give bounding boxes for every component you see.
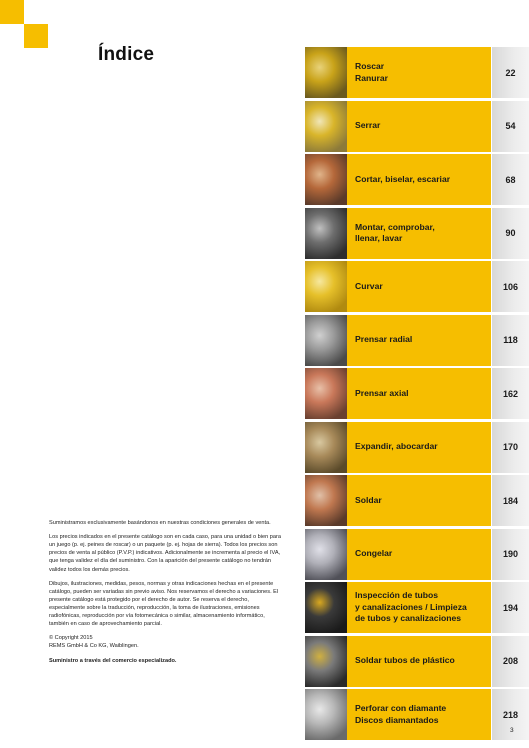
notes-footer: Suministro a través del comercio especializado. (49, 657, 177, 664)
page-title: Índice (98, 44, 155, 65)
toc-entry-label-box (347, 261, 491, 312)
toc-entry[interactable] (305, 582, 529, 633)
toc-entry[interactable] (305, 101, 529, 152)
toc-thumbnail-image (305, 529, 347, 580)
toc-thumbnail-image (305, 101, 347, 152)
toc-entry-page-number: 162 (502, 388, 519, 399)
toc-entry-page-number: 184 (502, 495, 519, 506)
toc-entry-label-box (347, 475, 491, 526)
toc-entry-label: Cortar, biselar, escariar (355, 173, 451, 184)
legal-notes (49, 519, 285, 671)
toc-thumbnail-image (305, 261, 347, 312)
table-of-contents (305, 47, 529, 743)
toc-entry[interactable] (305, 47, 529, 98)
toc-thumbnail-image (305, 368, 347, 419)
toc-entry-page-box (491, 261, 529, 312)
toc-entry-page-box (491, 315, 529, 366)
toc-entry-label: Soldar tubos de plástico (355, 655, 455, 666)
toc-entry-label: Curvar (355, 280, 383, 291)
toc-entry[interactable] (305, 315, 529, 366)
toc-entry-label: Roscar Ranurar (355, 61, 388, 83)
copyright-line-2: REMS GmbH & Co KG, Waiblingen. (49, 643, 139, 650)
toc-entry-label: Expandir, abocardar (355, 441, 438, 452)
toc-thumbnail-image (305, 422, 347, 473)
toc-entry-page-box (491, 208, 529, 259)
toc-entry-label: Congelar (355, 548, 393, 559)
toc-entry-label: Montar, comprobar, llenar, lavar (355, 221, 435, 243)
toc-entry-label: Prensar axial (355, 387, 409, 398)
toc-entry-page-box (491, 154, 529, 205)
toc-entry-page-box (491, 582, 529, 633)
toc-thumbnail-image (305, 154, 347, 205)
toc-thumbnail-image (305, 582, 347, 633)
toc-entry[interactable] (305, 422, 529, 473)
toc-entry-label: Serrar (355, 120, 381, 131)
toc-entry-page-number: 22 (505, 67, 516, 78)
toc-entry-label-box (347, 582, 491, 633)
toc-entry-label-box (347, 315, 491, 366)
toc-thumbnail-image (305, 47, 347, 98)
toc-entry-page-number: 106 (502, 281, 519, 292)
toc-entry[interactable] (305, 529, 529, 580)
toc-thumbnail-image (305, 689, 347, 740)
toc-entry-page-number: 190 (502, 549, 519, 559)
toc-entry-label: Soldar (355, 494, 382, 505)
toc-entry-page-box (491, 368, 529, 419)
toc-entry[interactable] (305, 208, 529, 259)
toc-entry-page-number: 208 (502, 656, 519, 666)
toc-entry-page-number: 68 (505, 174, 516, 185)
toc-entry[interactable] (305, 261, 529, 312)
toc-entry[interactable] (305, 475, 529, 526)
notes-conditions: Suministramos exclusivamente basándonos en nuestras condiciones generales de venta. (49, 520, 271, 526)
toc-thumbnail-image (305, 315, 347, 366)
toc-entry-page-box (491, 636, 529, 687)
page-number: 3 (510, 727, 514, 734)
toc-thumbnail-image (305, 636, 347, 687)
toc-entry-page-number: 54 (505, 121, 516, 131)
toc-entry[interactable] (305, 689, 529, 740)
notes-copyright-terms: Dibujos, ilustraciones, medidas, pesos, normas y otras indicaciones hechas en el presente catálogo, pueden ser variadas sin previo aviso. Nos reservamos el derecho a variaciones. El presente catálogo está protegido por el derecho de autor. Se reserva el derecho, especialmente sobre la traducción, reproducción, la toma de ilustraciones, emisiones radiofónicas, reproducción por vía fotomecánica o similar, almacenamiento informático, también en caso de aprovechamiento parcial. (49, 580, 279, 628)
toc-thumbnail-image (305, 208, 347, 259)
toc-entry-label-box (347, 529, 491, 580)
toc-entry-label: Perforar con diamante Discos diamantados (355, 703, 447, 725)
toc-entry-page-box (491, 529, 529, 580)
corner-logo-mark (0, 0, 48, 48)
toc-entry-label: Prensar radial (355, 334, 413, 345)
toc-entry-label-box (347, 422, 491, 473)
copyright-line-1: © Copyright 2015 (49, 635, 93, 642)
toc-entry-page-number: 170 (502, 442, 519, 452)
toc-entry-label-box (347, 101, 491, 152)
toc-entry-page-box (491, 475, 529, 526)
toc-entry-page-number: 194 (502, 602, 519, 613)
toc-entry-page-number: 218 (502, 709, 519, 720)
toc-entry-label-box (347, 689, 491, 740)
toc-entry-page-box (491, 422, 529, 473)
toc-entry[interactable] (305, 636, 529, 687)
toc-entry-label-box (347, 47, 491, 98)
toc-entry-page-number: 118 (503, 335, 518, 345)
toc-entry-label-box (347, 154, 491, 205)
toc-entry-label: Inspección de tubos y canalizaciones / Limpieza de tubos y canalizaciones (355, 590, 467, 624)
toc-thumbnail-image (305, 475, 347, 526)
toc-entry[interactable] (305, 368, 529, 419)
toc-entry-label-box (347, 368, 491, 419)
notes-prices: Los precios indicados en el presente catálogo son en cada caso, para una unidad o bien para un juego (p. ej. peines de roscar) o un paquete (p. ej. hojas de sierra). Todos los precios son precios de venta al público (P.V.P.) indicativos. Adicionalmente se incrementa al precio el IVA, que tenga validez el día del suministro. Con la aparición del presente catálogo no tendrán validez todos los demás precios. (49, 534, 281, 573)
toc-entry-page-box (491, 47, 529, 98)
toc-entry-page-box (491, 101, 529, 152)
toc-entry-label-box (347, 636, 491, 687)
toc-entry[interactable] (305, 154, 529, 205)
toc-entry-page-number: 90 (505, 228, 516, 238)
toc-entry-label-box (347, 208, 491, 259)
